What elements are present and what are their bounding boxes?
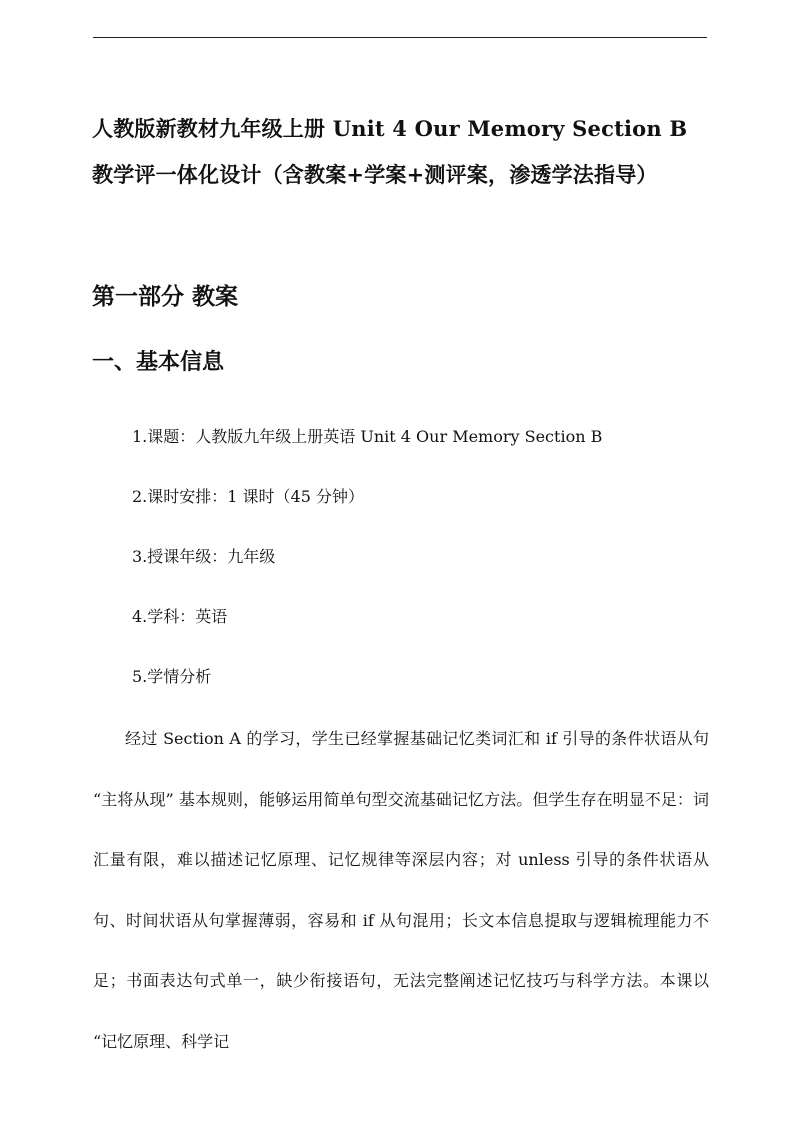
header-rule (93, 37, 707, 38)
part-heading: 第一部分 教案 (92, 283, 239, 310)
student-analysis-paragraph: 经过 Section A 的学习，学生已经掌握基础记忆类词汇和 if 引导的条件状语从句 “主将从现” 基本规则，能够运用简单句型交流基础记忆方法。但学生存在明显不足：词汇量有限，难以描述记忆原理、记忆规律等深层内容；对 unless 引导的条件状语从句、时间状语从句掌握薄弱，容易和 if 从句混用；长文本信息提取与逻辑梳理能力不足；书面表达句式单一，缺少衔接语句，无法完整阐述记忆技巧与科学方法。本课以 “记忆原理、科学记 (93, 729, 709, 1051)
document-title-line-2: 教学评一体化设计（含教案+学案+测评案，渗透学法指导） (92, 162, 658, 187)
document-title-line-1: 人教版新教材九年级上册 Unit 4 Our Memory Section B (92, 116, 688, 141)
info-item-topic: 1.课题：人教版九年级上册英语 Unit 4 Our Memory Section B (132, 427, 603, 446)
info-item-subject: 4.学科：英语 (132, 607, 228, 626)
info-item-schedule: 2.课时安排：1 课时（45 分钟） (132, 487, 364, 506)
document-title (92, 106, 712, 198)
info-item-student-analysis: 5.学情分析 (132, 667, 212, 686)
basic-info-list (132, 407, 602, 707)
section-heading: 一、基本信息 (92, 349, 225, 375)
info-item-grade: 3.授课年级：九年级 (132, 547, 276, 566)
